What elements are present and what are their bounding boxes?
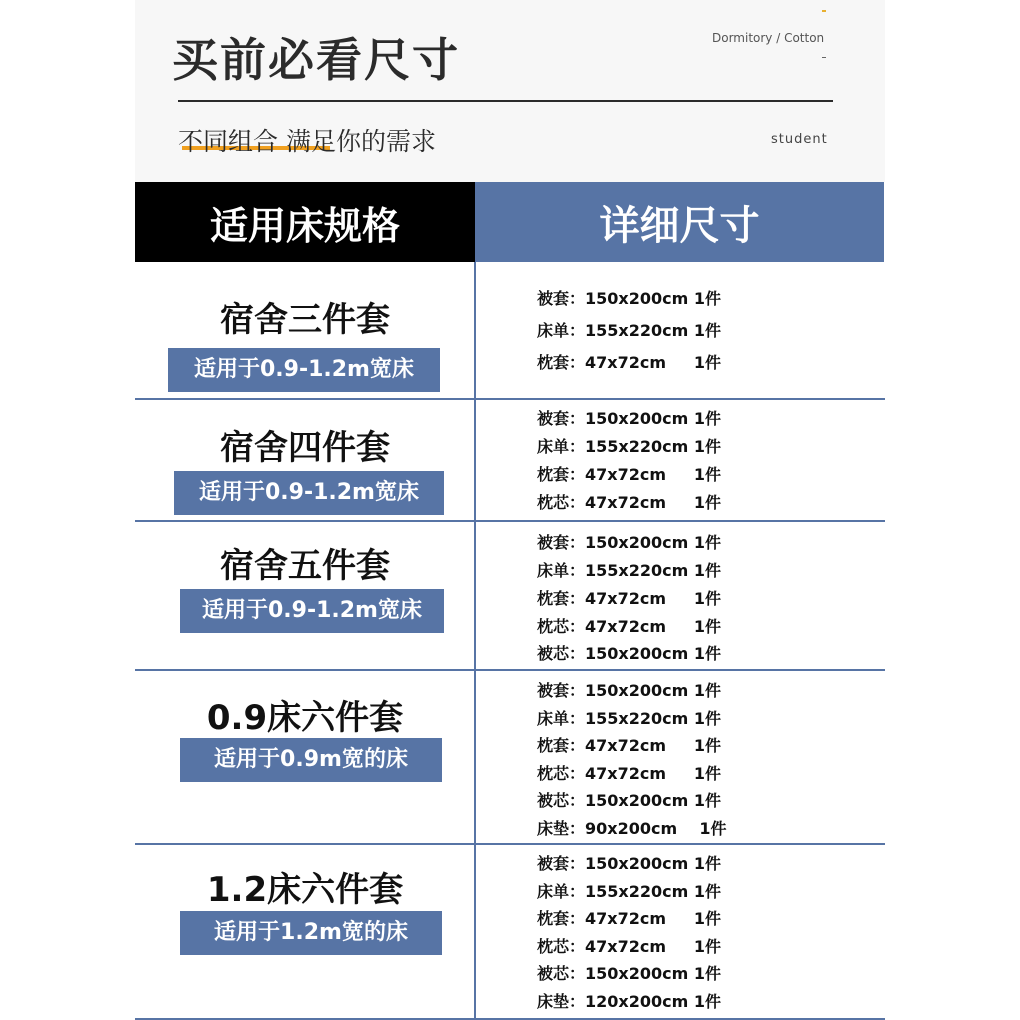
row-separator [135, 669, 885, 671]
spec-line: 床单：155x220cm 1件 [537, 561, 721, 580]
bed-width-badge: 适用于0.9m宽的床 [180, 738, 442, 782]
set-name: 1.2床六件套 [206, 870, 404, 910]
row-separator [135, 843, 885, 845]
set-name: 宿舍三件套 [220, 300, 390, 340]
spec-line: 被套：150x200cm 1件 [537, 854, 721, 873]
set-name: 宿舍四件套 [220, 428, 390, 468]
column-header-detail-size: 详细尺寸 [475, 182, 884, 262]
spec-line: 床垫：90x200cm 1件 [537, 819, 727, 838]
slogan: 不同组合 满足你的需求 [178, 127, 436, 156]
spec-line: 床单：155x220cm 1件 [537, 709, 721, 728]
spec-line: 枕套：47x72cm 1件 [537, 589, 721, 608]
spec-line: 枕芯：47x72cm 1件 [537, 617, 721, 636]
spec-line: 床垫：120x200cm 1件 [537, 992, 721, 1011]
spec-line: 床单：155x220cm 1件 [537, 437, 721, 456]
spec-line: 枕套：47x72cm 1件 [537, 909, 721, 928]
set-name: 0.9床六件套 [206, 698, 404, 738]
divider [178, 100, 833, 102]
spec-line: 枕芯：47x72cm 1件 [537, 493, 721, 512]
column-header-bed-spec: 适用床规格 [135, 182, 475, 262]
spec-line: 被套：150x200cm 1件 [537, 289, 721, 308]
spec-line: 被套：150x200cm 1件 [537, 409, 721, 428]
subtitle-en: Dormitory / Cotton [712, 31, 825, 45]
spec-line: 枕芯：47x72cm 1件 [537, 937, 721, 956]
page-title: 买前必看尺寸 [172, 33, 460, 87]
spec-line: 被套：150x200cm 1件 [537, 681, 721, 700]
bed-width-badge: 适用于1.2m宽的床 [180, 911, 442, 955]
row-separator [135, 398, 885, 400]
spec-line: 被芯：150x200cm 1件 [537, 964, 721, 983]
tag-student: student [771, 132, 828, 147]
spec-line: 床单：155x220cm 1件 [537, 321, 721, 340]
spec-line: 枕套：47x72cm 1件 [537, 465, 721, 484]
row-separator [135, 520, 885, 522]
spec-line: 枕套：47x72cm 1件 [537, 736, 721, 755]
bed-width-badge: 适用于0.9-1.2m宽床 [174, 471, 444, 515]
spec-line: 被芯：150x200cm 1件 [537, 791, 721, 810]
spec-line: 枕套：47x72cm 1件 [537, 353, 721, 372]
spec-line: 被套：150x200cm 1件 [537, 533, 721, 552]
bed-width-badge: 适用于0.9-1.2m宽床 [180, 589, 444, 633]
decor-dash [822, 10, 826, 12]
spec-line: 被芯：150x200cm 1件 [537, 644, 721, 663]
spec-line: 枕芯：47x72cm 1件 [537, 764, 721, 783]
set-name: 宿舍五件套 [220, 546, 390, 586]
bed-width-badge: 适用于0.9-1.2m宽床 [168, 348, 440, 392]
spec-line: 床单：155x220cm 1件 [537, 882, 721, 901]
decor-dash [822, 57, 826, 58]
